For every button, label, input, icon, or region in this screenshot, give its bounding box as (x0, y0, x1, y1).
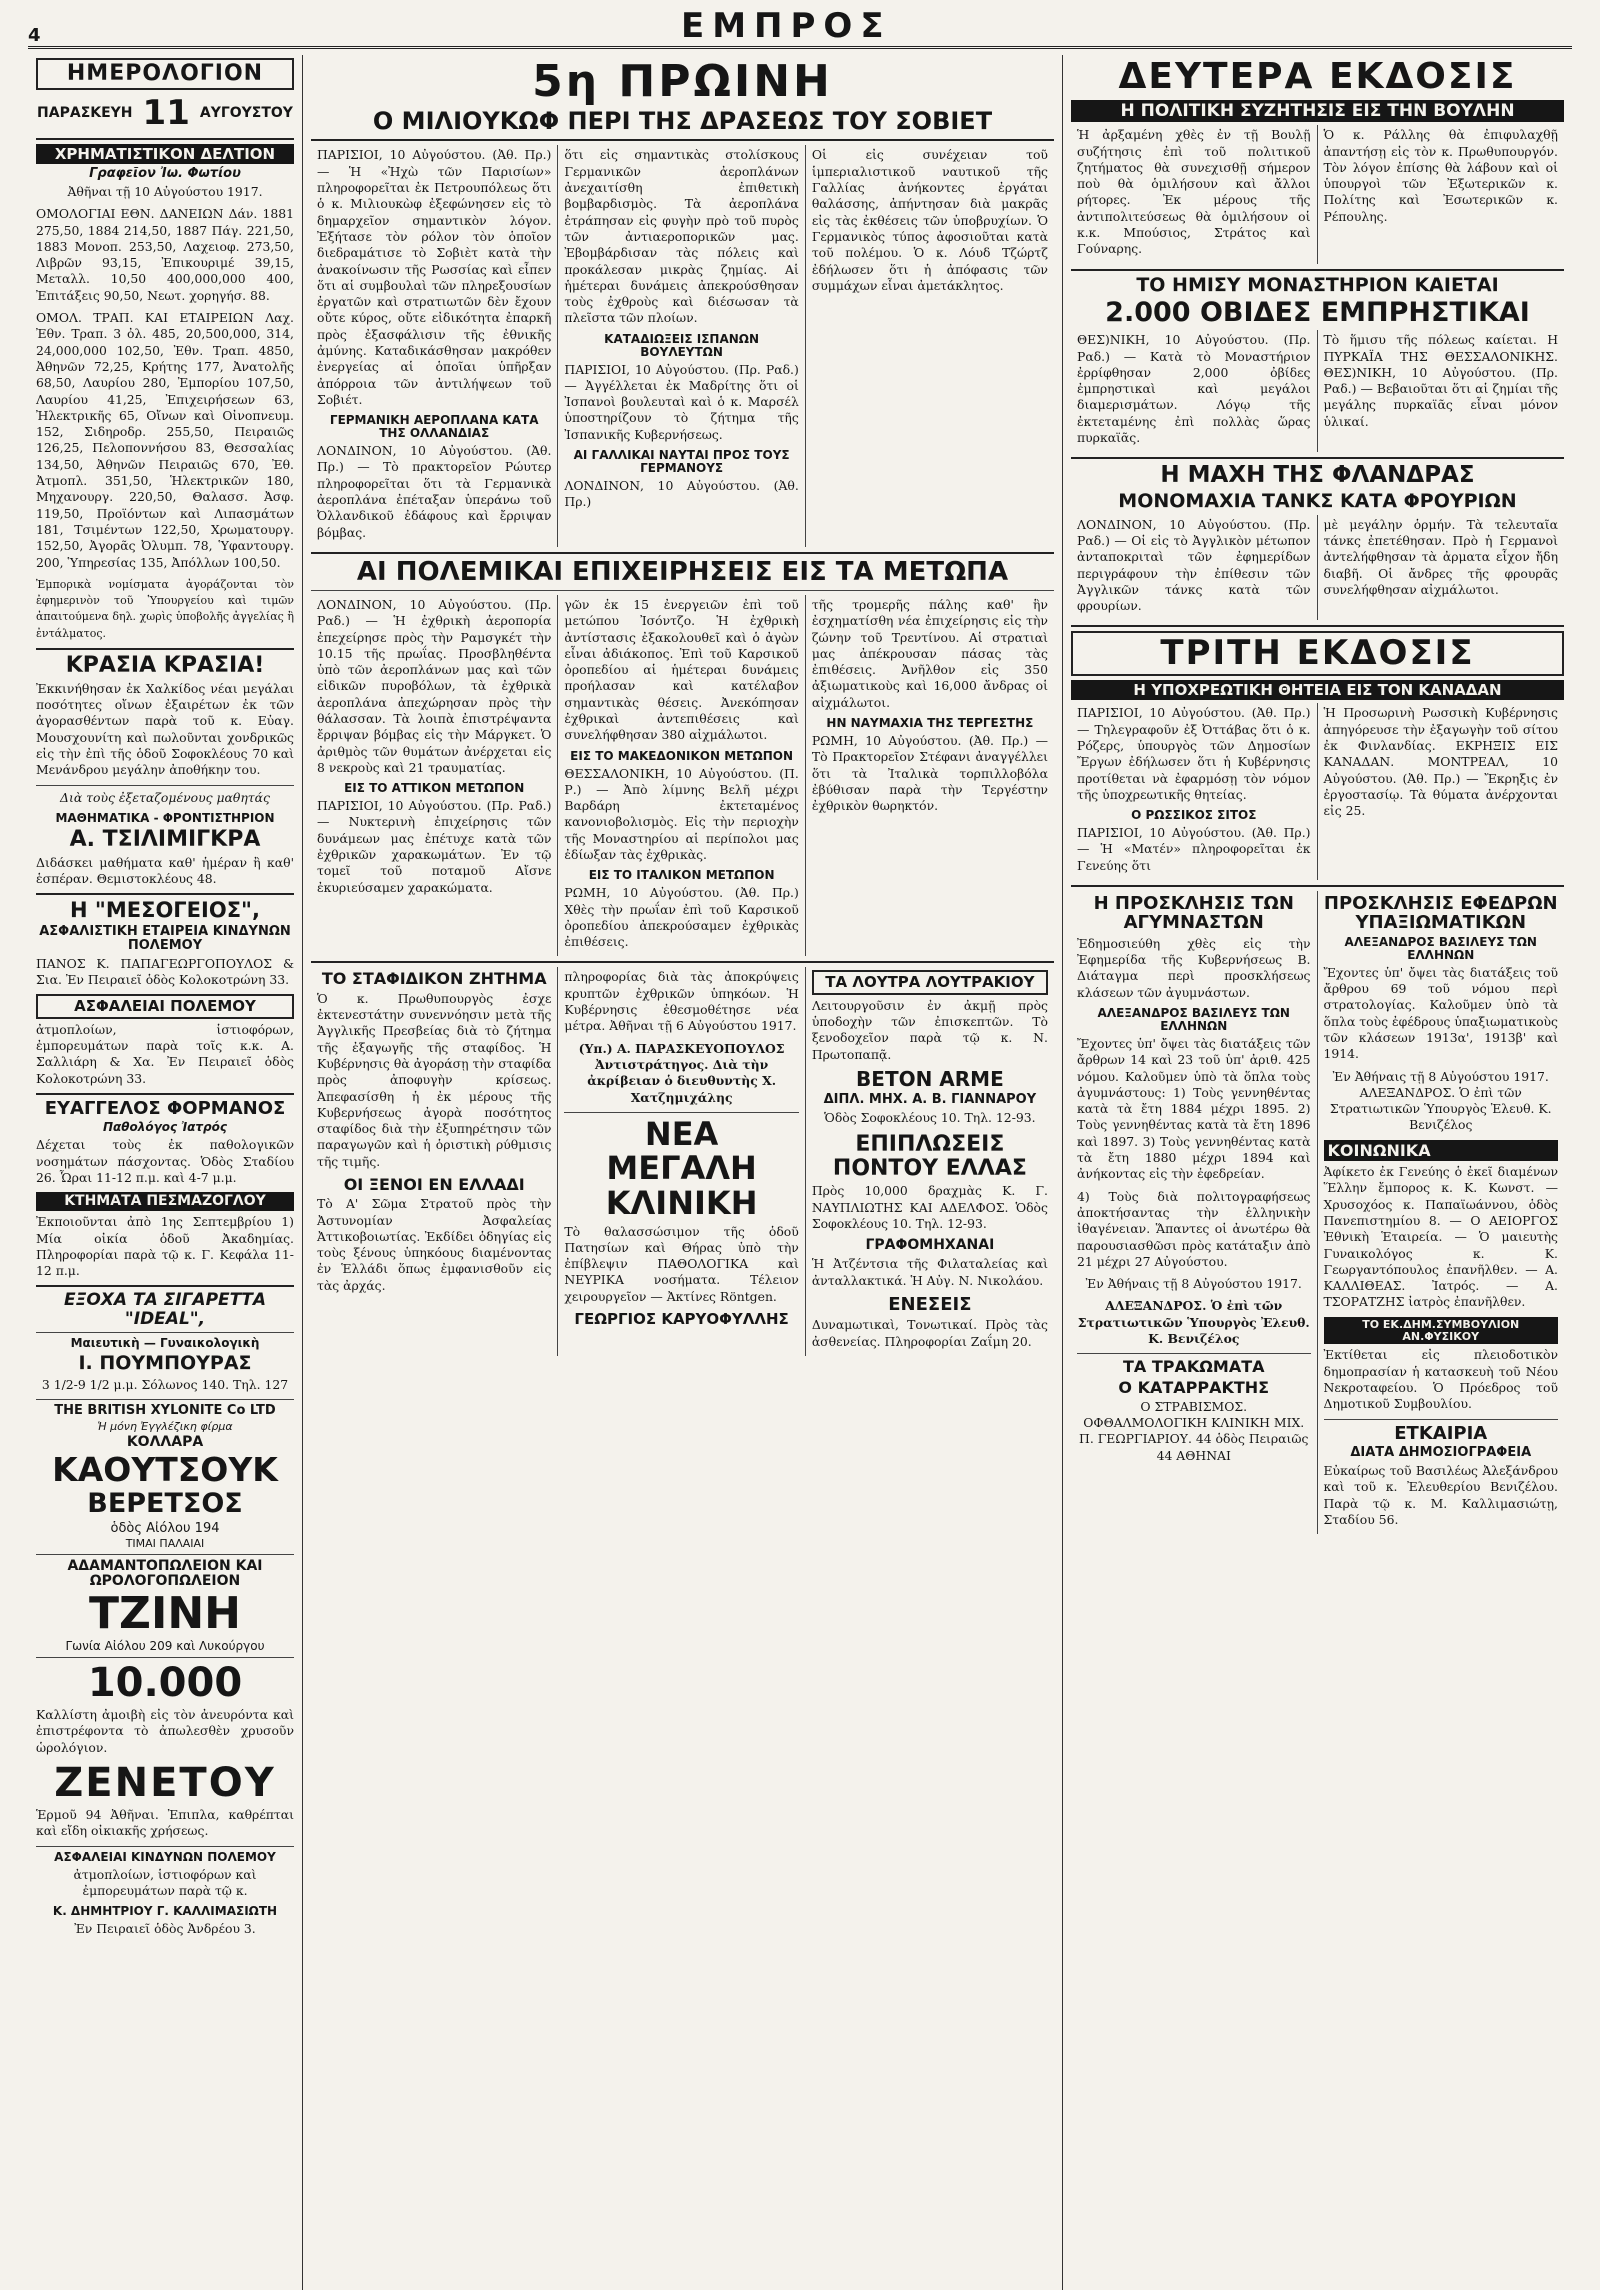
wheat-head: Ο ΡΩΣΣΙΚΟΣ ΣΙΤΟΣ (1131, 808, 1257, 823)
ad-cigarettes-title: ΕΞΟΧΑ ΤΑ ΣΙΓΑΡΕΤΤΑ "IDEAL", (63, 1290, 266, 1329)
gym-king: ΑΛΕΞΑΝΔΡΟΣ ΒΑΣΙΛΕΥΣ ΤΩΝ ΕΛΛΗΝΩΝ (1097, 1006, 1290, 1034)
italian-text: ΡΩΜΗ, 10 Αὐγούστου. (Ἀθ. Πρ.) Χθὲς τὴν πρωΐαν ἐπὶ τοῦ Καρσικοῦ ὀροπεδίου ἀπεκρούσαμεν ἐχθρικὰς ἐπιθέσεις. (564, 885, 799, 950)
debate-a: Ἡ ἀρξαμένη χθὲς ἐν τῇ Βουλῇ συζήτησις ἐπὶ τοῦ πολιτικοῦ ζητήματος θὰ συνεχισθῇ σήμερον ποὺ θὰ ὁμιλήσουν καὶ ἄλλοι ρήτορες. Ἐκ μέρους τῆς ἀντιπολιτεύσεως θὰ ὁμιλήσουν οἱ κ.κ. Μπούσιος, Στράτος καὶ Γούναρης. (1077, 127, 1311, 257)
optics-title: ΤΑ ΤΡΑΚΩΜΑΤΑ (1123, 1357, 1265, 1377)
ad-gyn-text: 3 1/2-9 1/2 μ.μ. Σόλωνος 140. Τηλ. 127 (41, 1376, 289, 1392)
divider (1071, 269, 1564, 271)
clinic-title: ΝΕΑ ΜΕΓΑΛΗ ΚΛΙΝΙΚΗ (605, 1114, 758, 1222)
ad-war-text: ἀτμοπλοίων, ἱστιοφόρων, ἐμπορευμάτων παρὰ τοῖς κ.κ. Α. Σαλλιάρη & Χα. Ἐν Πειραιεῖ ὁδὸς Κολοκοτρώνη 33. (36, 1021, 294, 1086)
calendar-weekday: ΠΑΡΑΣΚΕΥΗ (37, 104, 133, 121)
guests-head: ΟΙ ΞΕΝΟΙ ΕΝ ΕΛΛΑΔΙ (343, 1175, 525, 1195)
reserve-date: Ἐν Ἀθήναις τῇ 8 Αὐγούστου 1917. ΑΛΕΞΑΝΔΡΟΣ. Ὁ ἐπὶ τῶν Στρατιωτικῶν Ὑπουργὸς Ἐλευθ. Κ. Βενιζέλος (1329, 1068, 1552, 1133)
typewriter-text: Ἡ Ἀτζέντσια τῆς Φιλαταλείας καὶ ἀνταλλακτικά. Ἡ Αὐγ. Ν. Νικολάου. (811, 1256, 1048, 1288)
divider (1324, 1419, 1559, 1420)
monastery-block (1071, 330, 1564, 452)
ad-estate-title: ΚΤΗΜΑΤΑ ΠΕΣΜΑΖΟΓΛΟΥ (36, 1192, 294, 1211)
ad-xylonite-title: THE BRITISH XYLONITE Co LTD (54, 1402, 276, 1418)
divider (1071, 625, 1564, 627)
maced-head: ΕΙΣ ΤΟ ΜΑΚΕΔΟΝΙΚΟΝ ΜΕΤΩΠΟΝ (570, 748, 794, 763)
ad-xylonite-addr: ὁδὸς Αἰόλου 194 (110, 1520, 220, 1536)
ad-diamond-title: ΑΔΑΜΑΝΤΟΠΩΛΕΙΟΝ ΚΑΙ ΩΡΟΛΟΓΟΠΩΛΕΙΟΝ (67, 1557, 263, 1589)
ad-war-title: ΑΣΦΑΛΕΙΑΙ ΠΟΛΕΜΟΥ (36, 994, 294, 1018)
social-head: ΚΟΙΝΩΝΙΚΑ (1324, 1140, 1559, 1161)
ad-gyn-name: Ι. ΠΟΥΜΠΟΥΡΑΣ (78, 1352, 252, 1375)
divider (1071, 885, 1564, 887)
ad-gyn-title: Μαιευτικὴ — Γυναικολογικὴ (70, 1336, 260, 1351)
ad-xylonite-name: ΒΕΡΕΤΣΟΣ (87, 1488, 243, 1520)
market-title: ΧΡΗΜΑΤΙΣΤΙΚΟΝ ΔΕΛΤΙΟΝ (36, 144, 294, 164)
monastery-a: ΘΕΣ)ΝΙΚΗ, 10 Αὐγούστου. (Πρ. Ραδ.) — Κατὰ τὸ Μοναστήριον ἐρρίφθησαν 2,000 ὀβίδες ἐμπρηστικαὶ καὶ μεγάλοι διαμερισμάτων. Λόγῳ τῆς ἐκτεταμένης ἐπὶ πολλὰς ὥρας πυρκαϊᾶς. (1077, 332, 1311, 446)
flanders-block (1071, 515, 1564, 621)
monastery-b: Τὸ ἥμισυ τῆς πόλεως καίεται. Η ΠΥΡΚΑΪΑ ΤΗΣ ΘΕΣΣΑΛΟΝΙΚΗΣ. ΘΕΣ)ΝΙΚΗ, 10 Αὐγούστου. (Πρ. Ραδ.) — Βεβαιοῦται ὅτι αἱ ζημίαι τῆς μεγάλης πυρκαϊᾶς εἶναι μόνον ὑλικαί. (1323, 332, 1558, 429)
italian-head: ΕΙΣ ΤΟ ΙΤΑΛΙΚΟΝ ΜΕΤΩΠΟΝ (588, 868, 775, 883)
ad-diamond-name: ΤΖΙΝΗ (89, 1588, 241, 1640)
divider (36, 1332, 294, 1333)
calendar-title: ΗΜΕΡΟΛΟΓΙΟΝ (36, 58, 294, 90)
divider (1077, 1353, 1311, 1354)
reserve-head: ΠΡΟΣΚΛΗΣΙΣ ΕΦΕΔΡΩΝ ΥΠΑΞΙΩΜΑΤΙΚΩΝ (1323, 893, 1558, 934)
ad-war-ins-text: ἀτμοπλοίων, ἱστιοφόρων καὶ ἐμπορευμάτων παρὰ τῷ κ. (73, 1866, 257, 1898)
reserve-king: ΑΛΕΞΑΝΔΡΟΣ ΒΑΣΙΛΕΥΣ ΤΩΝ ΕΛΛΗΝΩΝ (1344, 934, 1537, 962)
divider (311, 139, 1054, 141)
ad-wine-title: ΚΡΑΣΙΑ ΚΡΑΣΙΑ! (65, 652, 265, 678)
ad-doctor-text: Δέχεται τοὺς ἐκ παθολογικῶν νοσημάτων πάσχοντας. Ὁδὸς Σταδίου 26. Ὧραι 11-12 π.μ. καὶ 4-7 μ.μ. (36, 1137, 294, 1185)
grapes-head: ΤΟ ΣΤΑΦΙΔΙΚΟΝ ΖΗΤΗΜΑ (321, 969, 547, 989)
assoc-text: Ἐκτίθεται εἰς πλειοδοτικὸν δημοπρασίαν ἡ κατασκευὴ τοῦ Νέου Νεκροταφείου. Ὁ Πρόεδρος τοῦ Δημοτικοῦ Συμβουλίου. (1323, 1347, 1558, 1412)
ad-lessons-name: Α. ΤΣΙΛΙΜΙΓΚΡΑ (69, 826, 261, 852)
divider (36, 1846, 294, 1847)
divider (36, 648, 294, 650)
assoc-head: ΤΟ ΕΚ.ΔΗΜ.ΣΥΜΒΟΥΛΙΟΝ ΑΝ.ΦΥΣΙΚΟΥ (1324, 1317, 1559, 1345)
canada-block (1071, 703, 1564, 880)
ladies-text: ΠΑΡΙΣΙΟΙ, 10 Αὐγούστου. (Πρ. Ραδ.) — Ἀγγέλλεται ἐκ Μαδρίτης ὅτι οἱ Ἰσπανοὶ βουλευταὶ καὶ ὁ κ. Μαρσέλ ὑποστηρίζουν τὸ ζήτημα τῆς Ἰσπανικῆς Κυβερνήσεως. (564, 361, 799, 442)
market-date: Ἀθῆναι τῇ 10 Αὐγούστου 1917. (67, 183, 263, 199)
front-stories (311, 595, 1054, 957)
third-edition-title: ΤΡΙΤΗ ΕΚΔΟΣΙΣ (1071, 631, 1564, 676)
ad-wine-text: Ἐκκινήθησαν ἐκ Χαλκίδος νέαι μεγάλαι ποσότητες οἴνων ἐξαιρέτων ἐκ τῶν ἀγορασθέντων παρὰ τοῦ κ. Εὐαγ. Μουσχουνίτη καὶ πωλοῦνται χονδρικῶς εἰς τὴν ἐπὶ τῆς ὁδοῦ Σοφοκλέους 70 καὶ Μενάνδρου μεγάλην ἀποθήκην του. (36, 680, 294, 778)
print-sub: ΔΙΑΤΑ ΔΗΜΟΣΙΟΓΡΑΦΕΙΑ (1350, 1445, 1532, 1461)
trieste-text: ΡΩΜΗ, 10 Αὐγούστου. (Ἀθ. Πρ.) — Τὸ Πρακτορεῖον Στέφανι ἀναγγέλλει ὅτι τὰ Ἰταλικὰ τορπιλλοβόλα ἐβύθισαν παρὰ τὴν Τεργέστην ἐχθρικὸν θωρηκτόν. (811, 732, 1048, 814)
baths-head: ΤΑ ΛΟΥΤΡΑ ΛΟΥΤΡΑΚΙΟΥ (812, 970, 1048, 994)
ad-doctor-title: ΕΥΑΓΓΕΛΟΣ ΦΟΡΜΑΝΟΣ (44, 1097, 286, 1119)
ad-insurance-title: Η "ΜΕΣΟΓΕΙΟΣ", (70, 898, 260, 923)
wheat-text: ΠΑΡΙΣΙΟΙ, 10 Αὐγούστου. (Ἀθ. Πρ.) — Ἡ «Ματέν» πληροφορεῖται ἐκ Γενεύης ὅτι (1077, 825, 1311, 873)
grapes-text: Ὁ κ. Πρωθυπουργὸς ἐσχε ἐκτενεστάτην συνεννόησιν μετὰ τῆς Ἀγγλικῆς Πρεσβείας διὰ τὸ ζήτημα τῆς ἐξαγωγῆς τῆς σταφίδος. Ἡ Κυβέρνησις θὰ ἀγοράσῃ τὴν σταφίδα πρὸς ἀποφυγὴν κρίσεως. Ἀπεφασίσθη ἡ ἐκ μέρους τῆς Κυβερνήσεως ἀγορὰ ποσότητος σταφίδος διὰ τὴν ἐξυπηρέτησιν τῶν παραγωγῶν καὶ ἡ ὁριστικὴ ρύθμισις τῆς τιμῆς. (317, 990, 552, 1169)
clinic-name: ΓΕΩΡΓΙΟΣ ΚΑΡΥΟΦΥΛΛΗΣ (574, 1309, 789, 1328)
furniture-title: ΕΠΙΠΛΩΣΕΙΣ ΠΟΝΤΟΥ ΕΛΛΑΣ (832, 1131, 1027, 1181)
furniture-text: Πρὸς 10,000 δραχμὰς Κ. Γ. ΝΑΥΠΛΙΩΤΗΣ ΚΑΙ ΑΔΕΛΦΟΣ. Ὁδὸς Σοφοκλέους 10. Τηλ. 12-93. (811, 1183, 1048, 1231)
gym-b: Ἔχοντες ὑπ' ὄψει τὰς διατάξεις τῶν ἄρθρων 14 καὶ 23 τοῦ ὑπ' ἀριθ. 425 νόμου. Καλοῦμεν ὑπὸ τὰ ὅπλα τοὺς ἀγυμνάστους: 1) Τοὺς γεννηθέντας κατὰ τὰ ἔτη 1884 μέχρι 1895. 2) Τοὺς γεννηθέντας κατὰ τὰ ἔτη 1896 καὶ 1897. 3) Τοὺς γεννηθέντας κατὰ τὰ ἔτη 1880 μέχρι 1894 καὶ ἀνήκοντας εἰς τὴν ἐφεδρείαν. (1077, 1035, 1311, 1182)
divider (36, 1399, 294, 1400)
guests-b: πληροφορίας διὰ τὰς ἀποκρύψεις κρυπτῶν ἐχθρικῶν ὑπηκόων. Ἡ Κυβέρνησις ἐθεσμοθέτησε νέα μέτρα. Ἀθῆναι τῇ 6 Αὐγούστου 1917. (564, 969, 799, 1034)
canada-b: Ἡ Προσωρινὴ Ρωσσικὴ Κυβέρνησις ἀπηγόρευσε τὴν ἐξαγωγὴν τοῦ σίτου ἐκ Φινλανδίας. ΕΚΡΗΞΙΣ ΕΙΣ ΚΑΝΑΔΑΝ. ΜΟΝΤΡΕΑΛ, 10 Αὐγούστου. (Ἀθ. Πρ.) — Ἔκρηξις ἐν ἐργοστασίῳ. Τὰ θύματα ἀνέρχονται εἰς 25. (1323, 705, 1558, 819)
ad-insurance-text: ΠΑΝΟΣ Κ. ΠΑΠΑΓΕΩΡΓΟΠΟΥΛΟΣ & Σια. Ἐν Πειραιεῖ ὁδὸς Κολοκοτρώνη 33. (36, 955, 294, 988)
flanders-sub: ΜΟΝΟΜΑΧΙΑ ΤΑΝΚΣ ΚΑΤΑ ΦΡΟΥΡΙΩΝ (1118, 490, 1517, 513)
beton-name: ΔΙΠΛ. ΜΗΧ. Α. Β. ΓΙΑΝΝΑΡΟΥ (823, 1092, 1037, 1108)
debate-b: Ὁ κ. Ράλλης θὰ ἐπιφυλαχθῇ ἀπαντήσῃ εἰς τὸν κ. Πρωθυπουργόν. Τὸν λόγον ἐπίσης θὰ λάβουν καὶ οἱ ὑπουργοὶ τῶν Ἐξωτερικῶν κ. Πολίτης καὶ Ἐσωτερικῶν κ. Ρέπουλης. (1323, 127, 1558, 224)
ad-reward-big: 10.000 (87, 1660, 243, 1707)
typewriter-title: ΓΡΑΦΟΜΗΧΑΝΑΙ (865, 1237, 995, 1254)
beton-text: Ὁδὸς Σοφοκλέους 10. Τηλ. 12-93. (824, 1110, 1036, 1126)
front-a: ΛΟΝΔΙΝΟΝ, 10 Αὐγούστου. (Πρ. Ραδ.) — Ἡ ἐχθρικὴ ἀεροπορία ἐπεχείρησε πρὸς τὴν Ραμσγκέτ τὴν 10.15 τῆς πρωΐας. Προσβληθέντα ὑπὸ τῶν ἀεροπλάνων μας καὶ τῶν εἰδικῶν πυροβόλων, τὰ ἐχθρικὰ ἀεροπλάνα ἀπεχώρησαν πρὸς τὴν θάλασσαν. Τὰ λοιπὰ ἐπιστρέψαντα ἔρριψαν βόμβας εἰς τὴν Μάργκετ. Ὁ ἀριθμὸς τῶν θυμάτων ἀνέρχεται εἰς 8 νεκροὺς καὶ 21 τραυματίας. (317, 596, 552, 775)
ad-xylonite-kollara: ΚΟΛΛΑΡΑ (126, 1434, 204, 1451)
reserve-text: Ἔχοντες ὑπ' ὄψει τὰς διατάξεις τοῦ ἄρθρου 69 τοῦ νόμου περὶ στρατολογίας. Καλοῦμεν ὑπὸ τὰ ὅπλα τοὺς ἐφέδρους ὑπαξιωματικοὺς τῶν κλάσεων 1913α', 1913β' καὶ 1914. (1323, 964, 1558, 1062)
holland-head: ΓΕΡΜΑΝΙΚΗ ΑΕΡΟΠΛΑΝΑ ΚΑΤΑ ΤΗΣ ΟΛΛΑΝΔΙΑΣ (329, 413, 539, 441)
divider (311, 552, 1054, 554)
ad-war-ins-addr: Ἐν Πειραιεῖ ὁδὸς Ἀνδρέου 3. (74, 1921, 256, 1937)
market-byline: Γραφεῖον Ἰω. Φωτίου (89, 165, 241, 181)
print-text: Εὐκαίρως τοῦ Βασιλέως Ἀλεξάνδρου καὶ τοῦ κ. Ἐλευθερίου Βενιζέλου. Παρὰ τῷ κ. Μ. Καλλιμασιώτῃ, Σταδίου 56. (1323, 1463, 1558, 1527)
lens-title: ΕΝΕΣΕΙΣ (888, 1293, 972, 1315)
ad-insurance-sub: ΑΣΦΑΛΙΣΤΙΚΗ ΕΤΑΙΡΕΙΑ ΚΙΝΔΥΝΩΝ ΠΟΛΕΜΟΥ (39, 923, 291, 953)
optics-text: Ο ΣΤΡΑΒΙΣΜΟΣ. ΟΦΘΑΛΜΟΛΟΓΙΚΗ ΚΛΙΝΙΚΗ ΜΙΧ. Π. ΓΕΩΡΓΙΑΡΙΟΥ. 44 ὁδὸς Πειραιῶς 44 ΑΘΗΝΑΙ (1079, 1398, 1309, 1463)
debate-block (1071, 125, 1564, 263)
ad-zenetou-text: Ἑρμοῦ 94 Ἀθῆναι. Ἐπιπλα, καθρέπται καὶ εἴδη οἰκιακῆς χρήσεως. (36, 1806, 294, 1839)
columns (28, 55, 1572, 2290)
ladies-head: ΚΑΤΑΔΙΩΞΕΙΣ ΙΣΠΑΝΩΝ ΒΟΥΛΕΥΤΩΝ (604, 331, 760, 359)
notices-block (1071, 891, 1564, 1534)
top-stories (311, 145, 1054, 546)
print-title: ΕΤΚΑΙΡΙΑ (1394, 1422, 1488, 1444)
ad-zenetou-name: ΖΕΝΕΤΟΥ (54, 1759, 276, 1806)
divider (36, 1657, 294, 1658)
beton-title: BETON ARME (856, 1066, 1004, 1091)
divider (36, 1093, 294, 1095)
ad-lessons-note: Διὰ τοὺς ἐξεταζομένους μαθητάς (60, 789, 270, 805)
masthead (28, 0, 1572, 49)
divider (36, 785, 294, 786)
divider (36, 138, 294, 140)
story-1a: ΠΑΡΙΣΙΟΙ, 10 Αὐγούστου. (Ἀθ. Πρ.) — Ἡ «Ἠχὼ τῶν Παρισίων» πληροφορεῖται ἐκ Πετρουπόλεως ὅτι ὁ κ. Μιλιουκὼφ ἐξεφώνησεν εἰς τὸ δημαρχεῖον σημαντικὸν λόγον. Ἐξήτασε τὸν ρόλον τὸν ὁποῖον διεδραμάτισε τὸ Σοβιὲτ κατὰ τὴν ἀνακοίνωσιν τῆς Ρωσσίας καὶ εἶπεν ὅτι αἱ συμβουλαὶ τῶν πληρεξουσίων ἐργατῶν καὶ στρατιωτῶν δὲν ἔχουν οὔτε κύρος, οὔτε εἰδικότητα ἐπαρκῆ πρὸς ἐξασφάλισιν τῆς ἐθνικῆς ἀμύνης. Καταδικάσθησαν μακρόθεν ἐνεργείας αἱ ὁποῖαι ὑπῆρξαν ἀπόρροια τῶν ἀντιλήψεων τοῦ Σοβιέτ. (317, 147, 552, 407)
germans-text: ΛΟΝΔΙΝΟΝ, 10 Αὐγούστου. (Ἀθ. Πρ.) (564, 477, 799, 510)
divider (36, 1554, 294, 1555)
germans-head: ΑΙ ΓΑΛΛΙΚΑΙ ΝΑΥΤΑΙ ΠΡΟΣ ΤΟΥΣ ΓΕΡΜΑΝΟΥΣ (573, 448, 790, 476)
page-number: 4 (28, 25, 41, 46)
guests-signature: (Υπ.) Α. ΠΑΡΑΣΚΕΥΟΠΟΥΛΟΣ Ἀντιστράτηγος. Διὰ τὴν ἀκρίβειαν ὁ διευθυντὴς Χ. Χατζημιχάλης (578, 1040, 785, 1105)
bottom-stories (311, 967, 1054, 1355)
ad-reward-text: Καλλίστη ἀμοιβὴ εἰς τὸν ἀνευρόντα καὶ ἐπιστρέφοντα τὸ ἀπωλεσθὲν χρυσοῦν ὡρολόγιον. (36, 1707, 294, 1755)
social-text: Ἀφίκετο ἐκ Γενεύης ὁ ἐκεῖ διαμένων Ἕλλην ἔμπορος κ. Κ. Κωνστ. — Χρυσοχόος κ. Παπαϊωάννου, ὁδὸς Πανεπιστημίου 8. — Ο ΑΕΙΟΡΓΟΣ Ἐθνικὴ Ἑταιρεία. — Ὁ μαιευτὴς Γυναικολόγος κ. Κ. Γεωργαντόπουλος ἐπανῆλθεν. — Α. ΚΑΛΛΙΘΕΑΣ. Ἰατρός. — Α. ΤΣΟΡΑΤΖΗΣ ἰατρὸς ἐπανῆλθεν. (1323, 1164, 1558, 1310)
divider (564, 1112, 798, 1113)
market-text-2: ΟΜΟΛ. ΤΡΑΠ. ΚΑΙ ΕΤΑΙΡΕΙΩΝ Λαχ. Ἐθν. Τραπ. 3 ὀλ. 485, 20,500,000, 314, 24,000,000 102,50, Ἐθν. Τραπ. 4850, Ἀθηνῶν 72,25, Κρήτης 177, Ἀνατολῆς 68,50, Λαυρίου 280, Ἐμπορίου 107,50, Λαυρίου 41,25, Ἐπιχειρήσεων 63, Ἠλεκτρικῆς 65, Οἴνων καὶ Οἰνοπνευμ. 152, Σιδηροδρ. 255,50, Πειραιῶς 126,25, Πελοποννήσου 83, Θεσσαλίας 134,50, Ἀθηνῶν Πειραιῶς 670, Ἐθ. Ἀτμοπλ. 351,50, Ἡλεκτρικῶν 180, Μηχανουργ. 220,50, Θαλασσ. Ἀσφ. 119,50, Προϊόντων καὶ Λιπασμάτων 181, Τσιμέντων 122,50, Χρωματουργ. 152,50, Ἀγορᾶς Ὀλυμπ. 78, Ὑφαντουργ. 200, Ὑπηρεσίας 135, Ἀπόλλων 100,50. (36, 310, 294, 570)
ad-lessons-title: ΜΑΘΗΜΑΤΙΚΑ - ΦΡΟΝΤΙΣΤΗΡΙΟΝ (55, 810, 275, 825)
ad-xylonite-big: ΚΑΟΥΤΣΟΥΚ (52, 1449, 278, 1489)
guests-text: Τὸ Α' Σῶμα Στρατοῦ πρὸς τὴν Ἀστυνομίαν Ἀσφαλείας Ἀττικοβοιωτίας. Ἐκδίδει ὁδηγίας εἰς τοὺς ξένους ὑπηκόους διαμένοντας ἐν Ἑλλάδι ὅπως ἐμφανισθοῦν εἰς τὰς ἀρχάς. (317, 1196, 552, 1293)
holland-text: ΛΟΝΔΙΝΟΝ, 10 Αὐγούστου. (Ἀθ. Πρ.) — Τὸ πρακτορεῖον Ρώυτερ πληροφορεῖται ὅτι τὰ Γερμανικὰ ἀεροπλάνα ἐπέταξαν ὑπεράνω τοῦ Ὀλλανδικοῦ ἐδάφους καὶ ἔρριψαν βόμβας. (317, 443, 552, 540)
divider (36, 893, 294, 895)
attica-head: ΕΙΣ ΤΟ ΑΤΤΙΚΟΝ ΜΕΤΩΠΟΝ (344, 781, 525, 796)
calendar-day: 11 (142, 92, 190, 133)
flanders-head: Η ΜΑΧΗ ΤΗΣ ΦΛΑΝΔΡΑΣ (1160, 462, 1475, 489)
gym-signature: ΑΛΕΞΑΝΔΡΟΣ. Ὁ ἐπὶ τῶν Στρατιωτικῶν Ὑπουργὸς Ἐλευθ. Κ. Βενιζέλος (1077, 1298, 1310, 1347)
gym-head: Η ΠΡΟΣΚΛΗΣΙΣ ΤΩΝ ΑΓΥΜΝΑΣΤΩΝ (1093, 893, 1294, 934)
baths-text: Λειτουργοῦσιν ἐν ἀκμῇ πρὸς ὑποδοχὴν τῶν ἐπισκεπτῶν. Τὸ ξενοδοχεῖον παρὰ τῷ κ. Ν. Πρωτοπαπᾷ. (811, 997, 1048, 1062)
market-text-1: ΟΜΟΛΟΓΙΑΙ ΕΘΝ. ΔΑΝΕΙΩΝ Δάν. 1881 275,50, 1884 214,50, 1887 Πάγ. 221,50, 1883 Μονοπ. 253,50, Λαχειοφ. 273,50, Λιβρῶν 93,15, Ἐπικουριμέ 39,15, Μεταλλ. 10,50 400,000,000 400, Ἐπιτάξεις 90,50, Νεωτ. χορηγήσ. 88. (36, 206, 294, 303)
gym-c: 4) Τοὺς διὰ πολιτογραφήσεως ἀποκτήσαντας τὴν ἑλληνικὴν ἰθαγένειαν. Ἅπαντες οἱ ἀνωτέρω θὰ παρουσιασθῶσι πρὸς κατάταξιν ἀπὸ 21 μέχρι 27 Αὐγούστου. (1077, 1188, 1311, 1269)
divider (311, 961, 1054, 963)
gym-date: Ἐν Ἀθήναις τῇ 8 Αὐγούστου 1917. (1085, 1276, 1302, 1292)
ad-xylonite-sub: Ἡ μόνη Ἐγγλέζικη φίρμα (97, 1419, 233, 1433)
gym-text: Ἐδημοσιεύθη χθὲς εἰς τὴν Ἐφημερίδα τῆς Κυβερνήσεως Β. Διάταγμα περὶ προσκλήσεως κλάσεων τῶν ἀγυμνάστων. (1077, 935, 1311, 1000)
ad-doctor-sub: Παθολόγος Ἰατρός (103, 1120, 227, 1135)
monastery-big: 2.000 ΟΒΙΔΕΣ ΕΜΠΡΗΣΤΙΚΑΙ (1105, 297, 1530, 329)
ad-lessons-text: Διδάσκει μαθήματα καθ' ἡμέραν ἢ καθ' ἑσπέραν. Θεμιστοκλέους 48. (36, 854, 294, 886)
canada-head: Η ΥΠΟΧΡΕΩΤΙΚΗ ΘΗΤΕΙΑ ΕΙΣ ΤΟΝ ΚΑΝΑΔΑΝ (1071, 680, 1564, 700)
trieste-head: ΗΝ ΝΑΥΜΑΧΙΑ ΤΗΣ ΤΕΡΓΕΣΤΗΣ (826, 716, 1034, 731)
divider (311, 590, 1054, 591)
flanders-b: μὲ μεγάλην ὁρμήν. Τὰ τελευταῖα τάνκς ἐπετέθησαν. Πρὸ ἡ Γερμανοὶ ἀντελήφθησαν τὰ ἀρματα εἶχον ἤδη διαβῆ. Οἱ ἄνδρες τῆς φρουρᾶς συνελήφθησαν αἰχμάλωτοι. (1323, 516, 1558, 597)
right-column (1063, 55, 1572, 2290)
story-1c: Οἱ εἰς συνέχειαν τοῦ ἱμπεριαλιστικοῦ ναυτικοῦ τῆς Γαλλίας ἀνήκοντες ἐργάται θαλάσσης, ἀπήντησαν διὰ μακρᾶς εἰς τὰς ἐκθέσεις τῶν ὑποβρυχίων. Ὁ Γερμανικὸς τύπος ἀφοσιοῦται κατὰ τοῦ πολέμου. Ὁ κ. Λόυδ Τζώρτζ ἐδήλωσεν ὅτι ἡ ἀπόφασις τῶν συμμάχων εἶναι ἀμετάκλητος. (811, 147, 1048, 293)
front-headline: ΑΙ ΠΟΛΕΜΙΚΑΙ ΕΠΙΧΕΙΡΗΣΕΙΣ ΕΙΣ ΤΑ ΜΕΤΩΠΑ (356, 556, 1009, 587)
story-1b: ὅτι εἰς σημαντικὰς στολίσκους Γερμανικῶν ἀεροπλάνων ἀνεχαιτίσθη ἐπιθετικὴ βομβαρδισμὸς. Τὰ ἀεροπλάνα ἐτράπησαν εἰς φυγὴν πρὸ τοῦ πυρὸς τῶν ἀντιαεροπορικῶν μας. Ἐβομβάρδισαν τὰς πόλεις καὶ προκάλεσαν μικρὰς ζημίας. Αἱ ἡμέτεραι δυνάμεις ἀπεκρούσθησαν τοὺς ἐχθροὺς καὶ διέσωσαν τὰ πλεῖστα τῶν πλοίων. (564, 147, 799, 326)
divider (1071, 457, 1564, 459)
flanders-a: ΛΟΝΔΙΝΟΝ, 10 Αὐγούστου. (Πρ. Ραδ.) — Οἱ εἰς τὸ Ἀγγλικὸν μέτωπον ἀνταποκριταὶ τῶν ἐφημερίδων περιγράφουν τὴν ἐπίθεσιν τῶν Ἀγγλικῶν τάνκς κατὰ τῶν φρουρίων. (1077, 516, 1311, 614)
edition-title: 5η ΠΡΩΙΝΗ (532, 56, 833, 107)
market-note: Ἐμπορικὰ νομίσματα ἀγοράζονται τὸν ἐφημερινὸν τοῦ Ὑπουργείου καὶ τιμῶν ἀπαιτούμενα δηλ. χωρὶς ὑποβολῆς ἀγγελίας ἢ ἐντάλματος. (36, 577, 294, 640)
ad-diamond-addr: Γωνία Αἰόλου 209 καὶ Λυκούργου (65, 1639, 265, 1654)
divider (36, 1285, 294, 1287)
maced-text: ΘΕΣΣΑΛΟΝΙΚΗ, 10 Αὐγούστου. (Π. Ρ.) — Ἀπὸ λίμνης Βελῆ μέχρι Βαρδάρη ἐκτεταμένος κανονιοβολισμὸς. Εἰς τὴν περιοχὴν τῆς Μοναστηρίου αἱ περίπολοι μας ἐδίωξαν τὰς ἐχθρικὰς. (564, 765, 799, 863)
ad-war-ins-name: Κ. ΔΗΜΗΤΡΙΟΥ Γ. ΚΑΛΛΙΜΑΣΙΩΤΗ (52, 1904, 278, 1919)
ad-estate-text: Ἐκποιοῦνται ἀπὸ 1ης Σεπτεμβρίου 1) Μία οἰκία ὁδοῦ Ἀκαδημίας. Πληροφορίαι παρὰ τῷ κ. Γ. Κεφάλα 11-12 π.μ. (36, 1214, 294, 1279)
front-c: τῆς τρομερῆς πάλης καθ' ἣν ἐσχηματίσθη νέα ἐπιχείρησις εἰς τὴν ζώνην τοῦ Τρεντίνου. Αἱ στρατιαὶ μας ἀπέκρουσαν πάσας τὰς ἐπιθέσεις. Ἀνῆλθον εἰς 350 ἀξιωματικοὺς καὶ 16,000 ἄνδρας οἱ αἰχμάλωτοι. (811, 596, 1048, 710)
second-edition-title: ΔΕΥΤΕΡΑ ΕΚΔΟΣΙΣ (1118, 56, 1517, 97)
calendar-month: ΑΥΓΟΥΣΤΟΥ (199, 104, 293, 121)
main-headline: Ο ΜΙΛΙΟΥΚΩΦ ΠΕΡΙ ΤΗΣ ΔΡΑΣΕΩΣ ΤΟΥ ΣΟΒΙΕΤ (372, 106, 993, 135)
left-column (28, 55, 303, 2290)
clinic-text: Τὸ θαλασσώσιμον τῆς ὁδοῦ Πατησίων καὶ Θήρας ὑπὸ τὴν ἐπίβλεψιν ΠΑΘΟΛΟΓΙΚΑ καὶ ΝΕΥΡΙΚΑ νοσήματα. Τέλειον χειρουργεῖον — Ἀκτίνες Röntgen. (564, 1223, 799, 1304)
optics-sub: Ο ΚΑΤΑΡΡΑΚΤΗΣ (1118, 1377, 1270, 1397)
front-b: γῶν ἐκ 15 ἐνεργειῶν ἐπὶ τοῦ μετώπου Ἰσόντζο. Ἡ ἐχθρικὴ ἀντίστασις ἐξακολουθεῖ καὶ ὁ ἀγὼν εἶναι ἀδιάκοπος. Ἐπὶ τοῦ Καρσικοῦ ὀροπεδίου αἱ ἡμέτεραι δυνάμεις προήλασαν καὶ κατέλαβον σημαντικὰς θέσεις. Ἀνεκόπησαν ἐχθρικαὶ ἀντεπιθέσεις καὶ συνελήφθησαν 380 αἰχμάλωτοι. (564, 596, 799, 743)
monastery-head: ΤΟ ΗΜΙΣΥ ΜΟΝΑΣΤΗΡΙΟΝ ΚΑΙΕΤΑΙ (1136, 273, 1499, 296)
debate-head: Η ΠΟΛΙΤΙΚΗ ΣΥΖΗΤΗΣΙΣ ΕΙΣ ΤΗΝ ΒΟΥΛΗΝ (1071, 100, 1564, 122)
ad-war-ins-title: ΑΣΦΑΛΕΙΑΙ ΚΙΝΔΥΝΩΝ ΠΟΛΕΜΟΥ (54, 1849, 276, 1864)
lens-text: Δυναμωτικαὶ, Τονωτικαί. Πρὸς τὰς ἀσθενείας. Πληροφορίαι Ζαΐμη 20. (811, 1317, 1048, 1349)
attica-text: ΠΑΡΙΣΙΟΙ, 10 Αὐγούστου. (Πρ. Ραδ.) — Νυκτερινὴ ἐπιχείρησις τῶν δυνάμεων μας ἐπέτυχε κατὰ τῶν ἐχθρικῶν χαρακωμάτων. Ἐν τῷ τομεῖ τοῦ ποταμοῦ Αἴσνε ἐκυριεύσαμεν χαρακώματα. (317, 798, 552, 895)
calendar-date (36, 93, 294, 133)
canada-a: ΠΑΡΙΣΙΟΙ, 10 Αὐγούστου. (Ἀθ. Πρ.) — Τηλεγραφοῦν ἐξ Ὀττάβας ὅτι ὁ κ. Ρόζερς, ὑπουργὸς τῶν Δημοσίων Ἔργων ἐδήλωσεν ὅτι ἡ Κυβέρνησις προτίθεται νὰ ἐφαρμόσῃ τὸν νόμον τῆς ὑποχρεωτικῆς θητείας. (1077, 705, 1311, 802)
newspaper-name: ΕΜΠΡΟΣ (680, 6, 892, 46)
ad-xylonite-price: ΤΙΜΑΙ ΠΑΛΑΙΑΙ (125, 1537, 205, 1551)
center-column (303, 55, 1063, 2290)
